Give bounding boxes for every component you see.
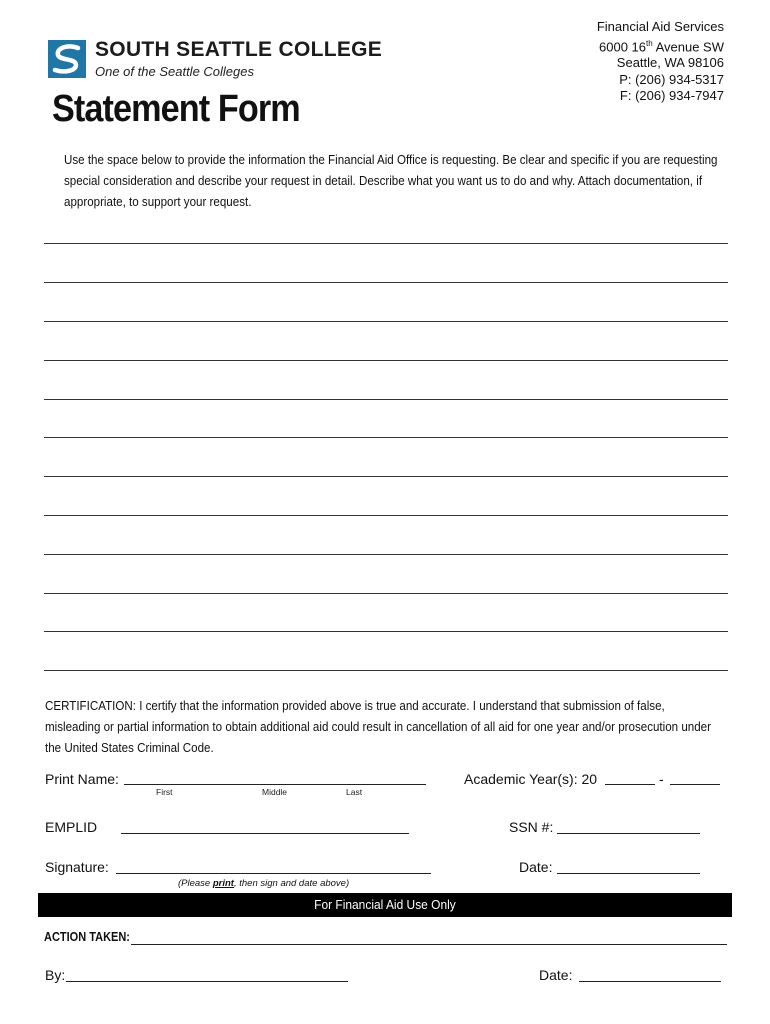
last-name-caption: Last — [346, 787, 363, 797]
office-address — [597, 19, 724, 105]
academic-year-end-field[interactable] — [670, 784, 720, 785]
action-taken-label: ACTION TAKEN: — [44, 930, 130, 944]
office-name: Financial Aid Services — [596, 19, 724, 34]
print-name-field[interactable] — [124, 784, 426, 785]
date-label: Date: — [519, 859, 553, 875]
middle-name-caption: Middle — [262, 787, 288, 797]
by-label: By: — [45, 967, 66, 983]
college-name: SOUTH SEATTLE COLLEGE — [95, 38, 383, 61]
first-name-caption: First — [156, 787, 173, 797]
city-state-zip: Seattle, WA 98106 — [616, 55, 724, 71]
instructions-text: Use the space below to provide the information the Financial Aid Office is requesting. Be clear and specific if you are requesting special consideration and describe your request in detail. Describe what you want us to do and why. Attach documentation, if appropriate, to support your request. — [64, 153, 718, 209]
certification-text: CERTIFICATION: I certify that the information provided above is true and accurate. I understand that submission of false, misleading or partial information to obtain additional aid could result in cancellation of all aid for one year and/or prosecution under the United States Criminal Code. — [45, 699, 711, 755]
statement-line[interactable] — [44, 476, 728, 477]
print-name-label: Print Name: — [45, 771, 119, 787]
statement-line[interactable] — [44, 515, 728, 516]
statement-line[interactable] — [44, 243, 728, 244]
signature-field[interactable] — [116, 873, 431, 874]
statement-line[interactable] — [44, 282, 728, 283]
page-title: Statement Form — [52, 88, 300, 130]
statement-line[interactable] — [44, 360, 728, 361]
ssn-label: SSN #: — [509, 819, 554, 835]
signature-note: (Please print, then sign and date above) — [178, 878, 350, 889]
statement-line[interactable] — [44, 554, 728, 555]
phone-number: P: (206) 934-5317 — [619, 71, 724, 87]
statement-line[interactable] — [44, 670, 728, 671]
college-subtitle: One of the Seattle Colleges — [95, 64, 254, 79]
statement-line[interactable] — [44, 631, 728, 632]
signature-label: Signature: — [45, 859, 109, 875]
street-address: 6000 16th Avenue SW — [599, 38, 724, 54]
office-use-banner: For Financial Aid Use Only — [38, 893, 732, 917]
office-date-label: Date: — [539, 967, 573, 983]
statement-line[interactable] — [44, 399, 728, 400]
ssn-field[interactable] — [557, 833, 700, 834]
s-logo-icon — [48, 40, 86, 78]
fax-number: F: (206) 934-7947 — [619, 88, 724, 104]
office-date-field[interactable] — [579, 981, 721, 982]
academic-year-label: Academic Year(s): 20 — [464, 771, 598, 787]
college-logo — [48, 40, 86, 78]
statement-line[interactable] — [44, 593, 728, 594]
academic-year-dash: - — [659, 771, 664, 787]
action-taken-field[interactable] — [131, 944, 727, 945]
emplid-label: EMPLID — [45, 819, 98, 835]
statement-line[interactable] — [44, 321, 728, 322]
academic-year-start-field[interactable] — [605, 784, 655, 785]
date-field[interactable] — [557, 873, 700, 874]
statement-line[interactable] — [44, 437, 728, 438]
emplid-field[interactable] — [121, 833, 409, 834]
by-field[interactable] — [66, 981, 348, 982]
